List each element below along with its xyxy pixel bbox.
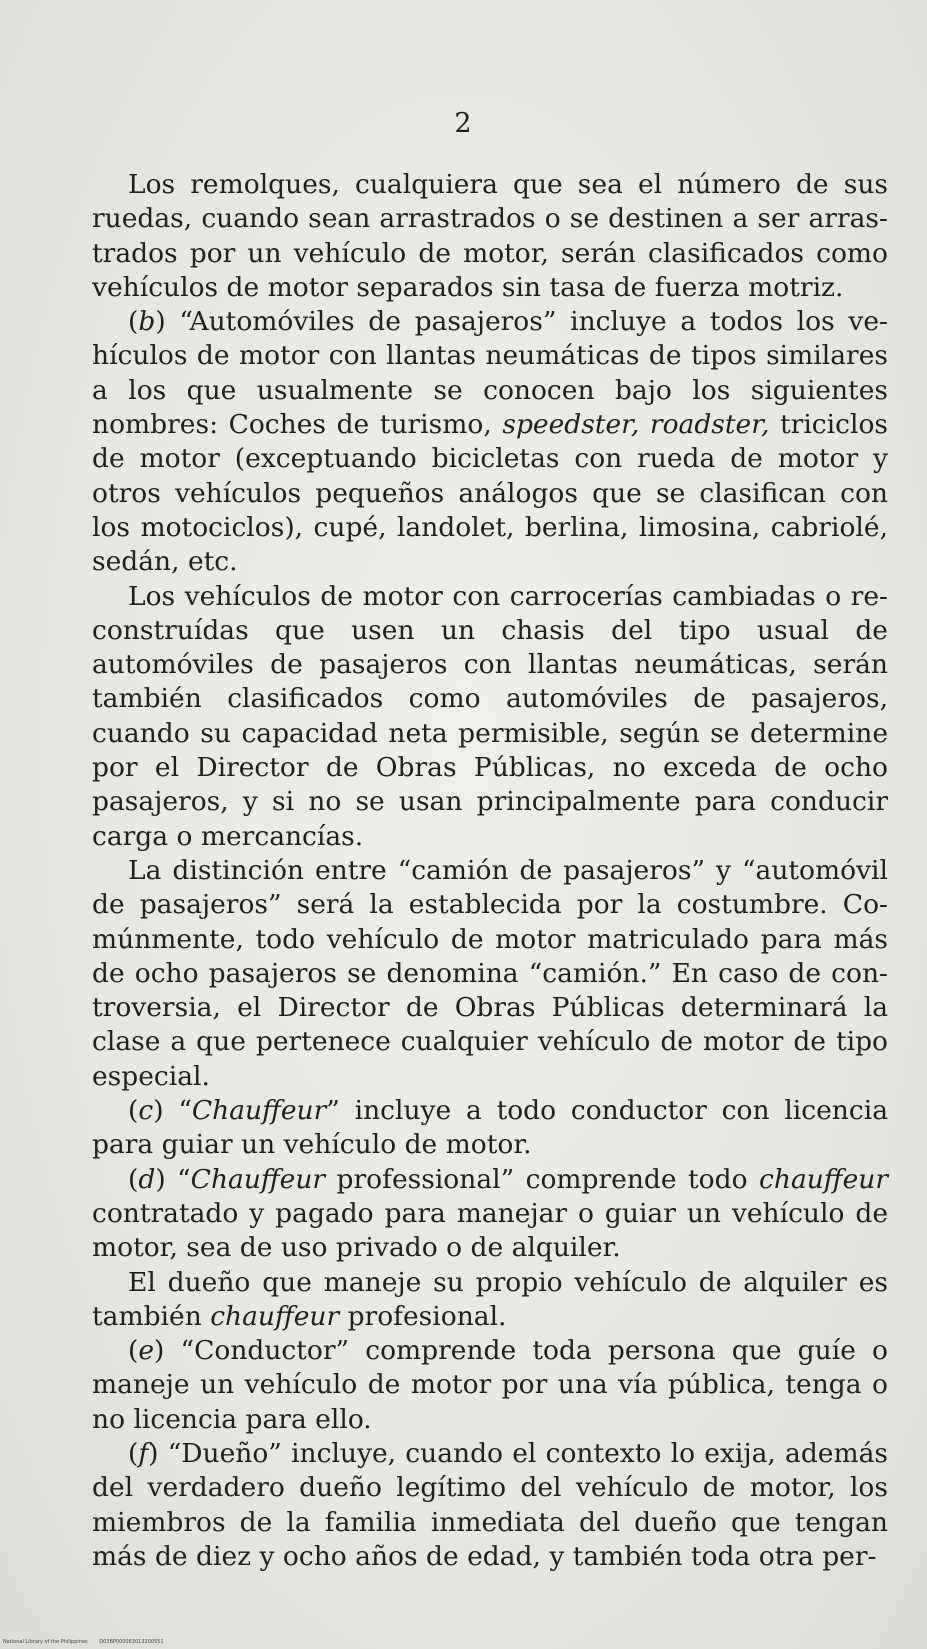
paragraph [92, 1094, 888, 1163]
text-run: Los remolques, cualquiera que sea el número de sus ruedas, cuando sean arrastrados o se destinen a ser arrastrados por un vehículo de motor, serán clasificados como vehículos de motor separados sin tasa de fuerza motriz. [92, 169, 888, 303]
scan-footer [3, 1639, 174, 1645]
italic-text: c [138, 1095, 154, 1127]
text-run: ) “ [153, 1095, 192, 1127]
text-run: ( [128, 1335, 139, 1367]
text-run: profesional. [339, 1300, 507, 1332]
italic-text: e [138, 1335, 155, 1367]
text-run: professional” comprende todo [325, 1163, 760, 1195]
text-run: ) “Dueño” incluye, cuando el contexto lo exija, además del verdadero dueño legítimo del vehículo de motor, los miembros de la familia inmediata del dueño que tengan más de diez y ocho años de edad, y también toda otra per- [92, 1437, 888, 1572]
italic-text: d [138, 1163, 156, 1195]
paragraph [92, 1163, 888, 1266]
text-run: ) “ [155, 1163, 191, 1195]
text-run: contratado y pagado para manejar o guiar un vehículo de motor, sea de uso privado o de alquiler. [92, 1197, 888, 1264]
italic-text: b [138, 306, 156, 338]
italic-text: f [138, 1437, 149, 1469]
italic-text: chauffeur [759, 1163, 888, 1195]
text-run: triciclos de motor (exceptuando bicicletas con rueda de motor y otros vehículos pequeños análogos que se clasifican con los motociclos), cupé, landolet, berlina, limosina, cabriolé, sedán, etc. [92, 409, 888, 578]
paragraph [92, 305, 888, 579]
text-run: ) “Conductor” comprende toda persona que guíe o maneje un vehículo de motor por una vía pública, tenga o no licencia para ello. [92, 1335, 888, 1435]
paragraph [92, 1334, 888, 1437]
body-text [92, 168, 888, 1574]
footer-id: D03BP000063013200551 [99, 1639, 164, 1645]
text-run: ( [128, 306, 139, 338]
text-run: ( [128, 1437, 139, 1469]
text-run: ( [128, 1163, 139, 1195]
paragraph [92, 854, 888, 1094]
paragraph [92, 168, 888, 305]
text-run: ) “Automóviles de pasajeros” incluye a todos los vehículos de motor con llantas neumáticas de tipos similares a los que usualmente se conocen bajo los siguientes nombres: Coches de turismo, [92, 306, 888, 441]
paragraph [92, 1437, 888, 1574]
paragraph [92, 580, 888, 854]
italic-text: speedster, roadster, [502, 409, 770, 441]
italic-text: chauffeur [210, 1300, 340, 1332]
text-run: Los vehículos de motor con carrocerías cambiadas o reconstruídas que usen un chasis del tipo usual de automóviles de pasajeros con llantas neumáticas, serán también clasificados como automóviles de pasajeros, cuando su capacidad neta permisible, según se determine por el Director de Obras Públicas, no exceda de ocho pasajeros, y si no se usan principalmente para conducir carga o mercancías. [92, 580, 888, 852]
text-run: ” incluye a todo conductor con licencia para guiar un vehículo de motor. [92, 1095, 888, 1161]
page-number: 2 [454, 108, 473, 139]
footer-library: National Library of the Philippines [3, 1639, 88, 1645]
text-run: La distinción entre “camión de pasajeros” y “automóvil de pasajeros” será la establecida por la costumbre. Comúnmente, todo vehículo de motor matriculado para más de ocho pasajeros se denomina “camión.” En caso de controversia, el Director de Obras Públicas determinará la clase a que pertenece cualquier vehículo de motor de tipo especial. [92, 854, 888, 1092]
italic-text: Chauffeur [190, 1163, 326, 1195]
italic-text: Chauffeur [191, 1095, 327, 1127]
text-run: El dueño que maneje su propio vehículo de alquiler es también [92, 1266, 888, 1332]
text-run: ( [128, 1095, 139, 1127]
paragraph [92, 1266, 888, 1335]
